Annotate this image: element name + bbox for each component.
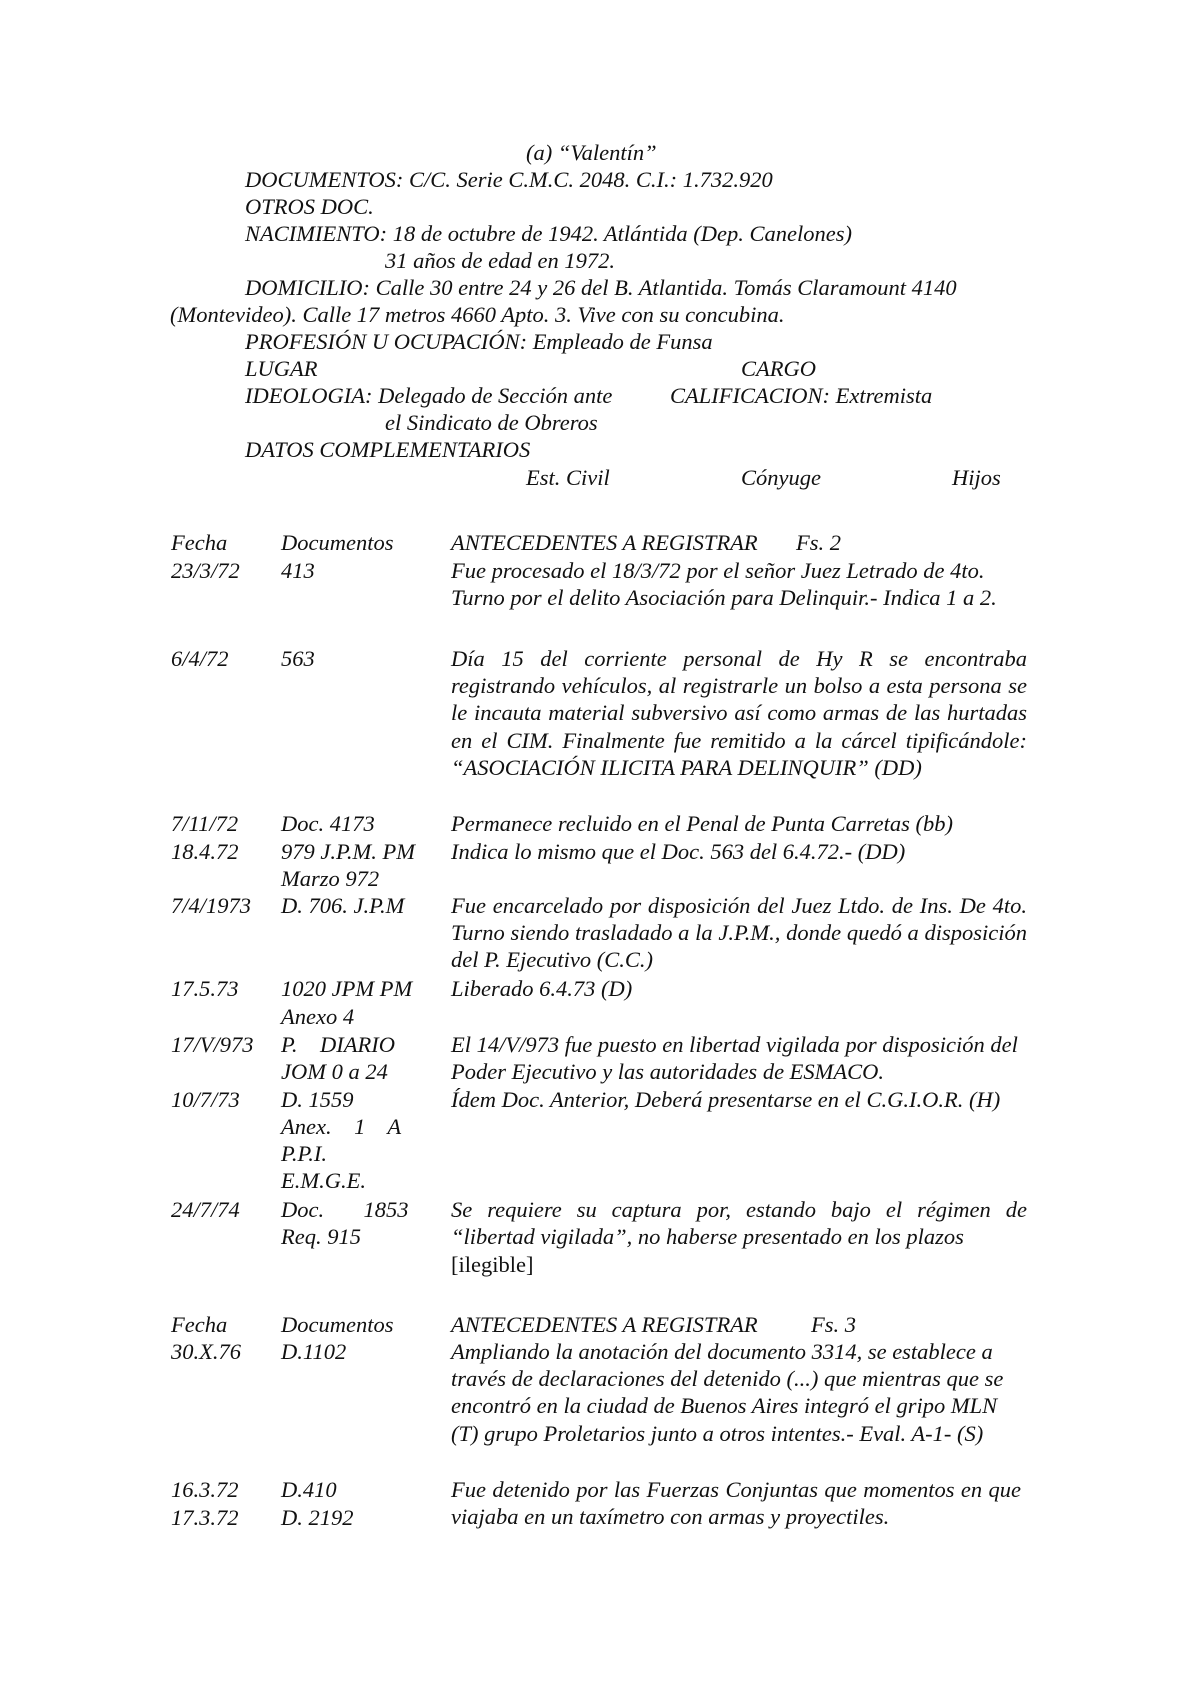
col-fecha-header: Fecha	[171, 1312, 228, 1337]
entry-document: 1020 JPM PM	[281, 976, 413, 1001]
entry-document: Doc. 4173	[281, 811, 375, 836]
entry-text: Permanece recluido en el Penal de Punta Carretas (bb)	[451, 811, 953, 836]
col-fecha-header: Fecha	[171, 530, 228, 555]
entry-date: 24/7/74	[171, 1197, 240, 1222]
entry-document: P. DIARIO	[281, 1032, 395, 1057]
entry-text: Día 15 del corriente personal de Hy R se encontraba registrando vehículos, al registrarle un bolso a esta persona se le incauta material subversivo así como armas de las hurtadas en el CIM. Finalmente fue remitido a la cárcel tipificándole: “ASOCIACIÓN ILICITA PARA DELINQUIR” (DD)	[451, 646, 1027, 780]
entry-date: 6/4/72	[171, 646, 229, 671]
entry-document-cont: Anex. 1 A	[281, 1114, 402, 1139]
ideologia-line-1: IDEOLOGIA: Delegado de Sección ante	[245, 383, 613, 408]
entry-date: 23/3/72	[171, 558, 240, 583]
otros-doc-line: OTROS DOC.	[245, 194, 374, 219]
col-documentos-header: Documentos	[281, 530, 394, 555]
entry-text: El 14/V/973 fue puesto en libertad vigilada por disposición del Poder Ejecutivo y las autoridades de ESMACO.	[451, 1032, 1018, 1085]
entry-document: D. 706. J.P.M	[281, 893, 405, 918]
entry-date: 16.3.72	[171, 1477, 239, 1502]
entry-document: D. 2192	[281, 1505, 354, 1530]
ideologia-line-2: el Sindicato de Obreros	[385, 410, 598, 435]
hijos-label: Hijos	[952, 465, 1001, 490]
domicilio-line-1: DOMICILIO: Calle 30 entre 24 y 26 del B. Atlantida. Tomás Claramount 4140	[245, 275, 957, 300]
entry-date: 17/V/973	[171, 1032, 254, 1057]
conyuge-label: Cónyuge	[741, 465, 821, 490]
entry-text: Ídem Doc. Anterior, Deberá presentarse en el C.G.I.O.R. (H)	[451, 1087, 1001, 1112]
entry-date: 30.X.76	[171, 1339, 241, 1364]
entry-document: 979 J.P.M. PM	[281, 839, 415, 864]
cargo-label: CARGO	[741, 356, 816, 381]
entry-document: 563	[281, 646, 315, 671]
entry-document-cont: P.P.I.	[281, 1141, 328, 1166]
entry-document-cont: E.M.G.E.	[281, 1168, 366, 1193]
nacimiento-line: NACIMIENTO: 18 de octubre de 1942. Atlántida (Dep. Canelones)	[245, 221, 853, 246]
est-civil-label: Est. Civil	[526, 465, 610, 490]
entry-date: 7/11/72	[171, 811, 239, 836]
entry-text: Fue procesado el 18/3/72 por el señor Juez Letrado de 4to. Turno por el delito Asociación para Delinquir.- Indica 1 a 2.	[451, 558, 997, 611]
entry-text: Indica lo mismo que el Doc. 563 del 6.4.72.- (DD)	[451, 839, 906, 864]
entry-text: Liberado 6.4.73 (D)	[451, 976, 633, 1001]
entry-document: D.1102	[281, 1339, 347, 1364]
entry-text: Fue encarcelado por disposición del Juez Ltdo. de Ins. De 4to. Turno siendo trasladado a la J.P.M., donde quedó a disposición del P. Ejecutivo (C.C.)	[451, 893, 1027, 973]
entry-document: 413	[281, 558, 315, 583]
domicilio-line-2: (Montevideo). Calle 17 metros 4660 Apto. 3. Vive con su concubina.	[170, 302, 785, 327]
entry-document-cont: Req. 915	[281, 1224, 361, 1249]
col-antecedentes-header: ANTECEDENTES A REGISTRAR	[451, 1312, 758, 1337]
entry-document: Doc. 1853	[281, 1197, 409, 1222]
entry-text: Se requiere su captura por, estando bajo el régimen de “libertad vigilada”, no haberse presentado en los plazos	[451, 1197, 1027, 1250]
entry-date: 7/4/1973	[171, 893, 252, 918]
entry-date: 18.4.72	[171, 839, 239, 864]
entry-document-cont: JOM 0 a 24	[281, 1059, 388, 1084]
edad-line: 31 años de edad en 1972.	[385, 248, 615, 273]
entry-document-cont: Marzo 972	[281, 866, 380, 891]
col-antecedentes-header: ANTECEDENTES A REGISTRAR	[451, 530, 758, 555]
profesion-line: PROFESIÓN U OCUPACIÓN: Empleado de Funsa	[245, 329, 713, 354]
datos-complementarios: DATOS COMPLEMENTARIOS	[245, 437, 531, 462]
calificacion-line: CALIFICACION: Extremista	[670, 383, 933, 408]
documentos-line: DOCUMENTOS: C/C. Serie C.M.C. 2048. C.I.: 1.732.920	[245, 167, 773, 192]
col-documentos-header: Documentos	[281, 1312, 394, 1337]
alias: (a) “Valentín”	[526, 140, 657, 165]
entry-text: Ampliando la anotación del documento 3314, se establece a través de declaraciones del detenido (...) que mientras que se encontró en la ciudad de Buenos Aires integró el gripo MLN (T) grupo Proletarios junto a otros intentes.- Eval. A-1- (S)	[451, 1339, 1004, 1446]
folio-label: Fs. 3	[811, 1312, 856, 1337]
entry-document: D. 1559	[281, 1087, 354, 1112]
entry-date: 17.3.72	[171, 1505, 239, 1530]
entry-document: D.410	[281, 1477, 337, 1502]
entry-date: 10/7/73	[171, 1087, 240, 1112]
illegible-mark: [ilegible]	[451, 1252, 534, 1277]
entry-date: 17.5.73	[171, 976, 239, 1001]
entry-text: Fue detenido por las Fuerzas Conjuntas que momentos en que viajaba en un taxímetro con armas y proyectiles.	[451, 1477, 1021, 1530]
entry-document-cont: Anexo 4	[281, 1004, 355, 1029]
lugar-label: LUGAR	[245, 356, 318, 381]
folio-label: Fs. 2	[796, 530, 841, 555]
